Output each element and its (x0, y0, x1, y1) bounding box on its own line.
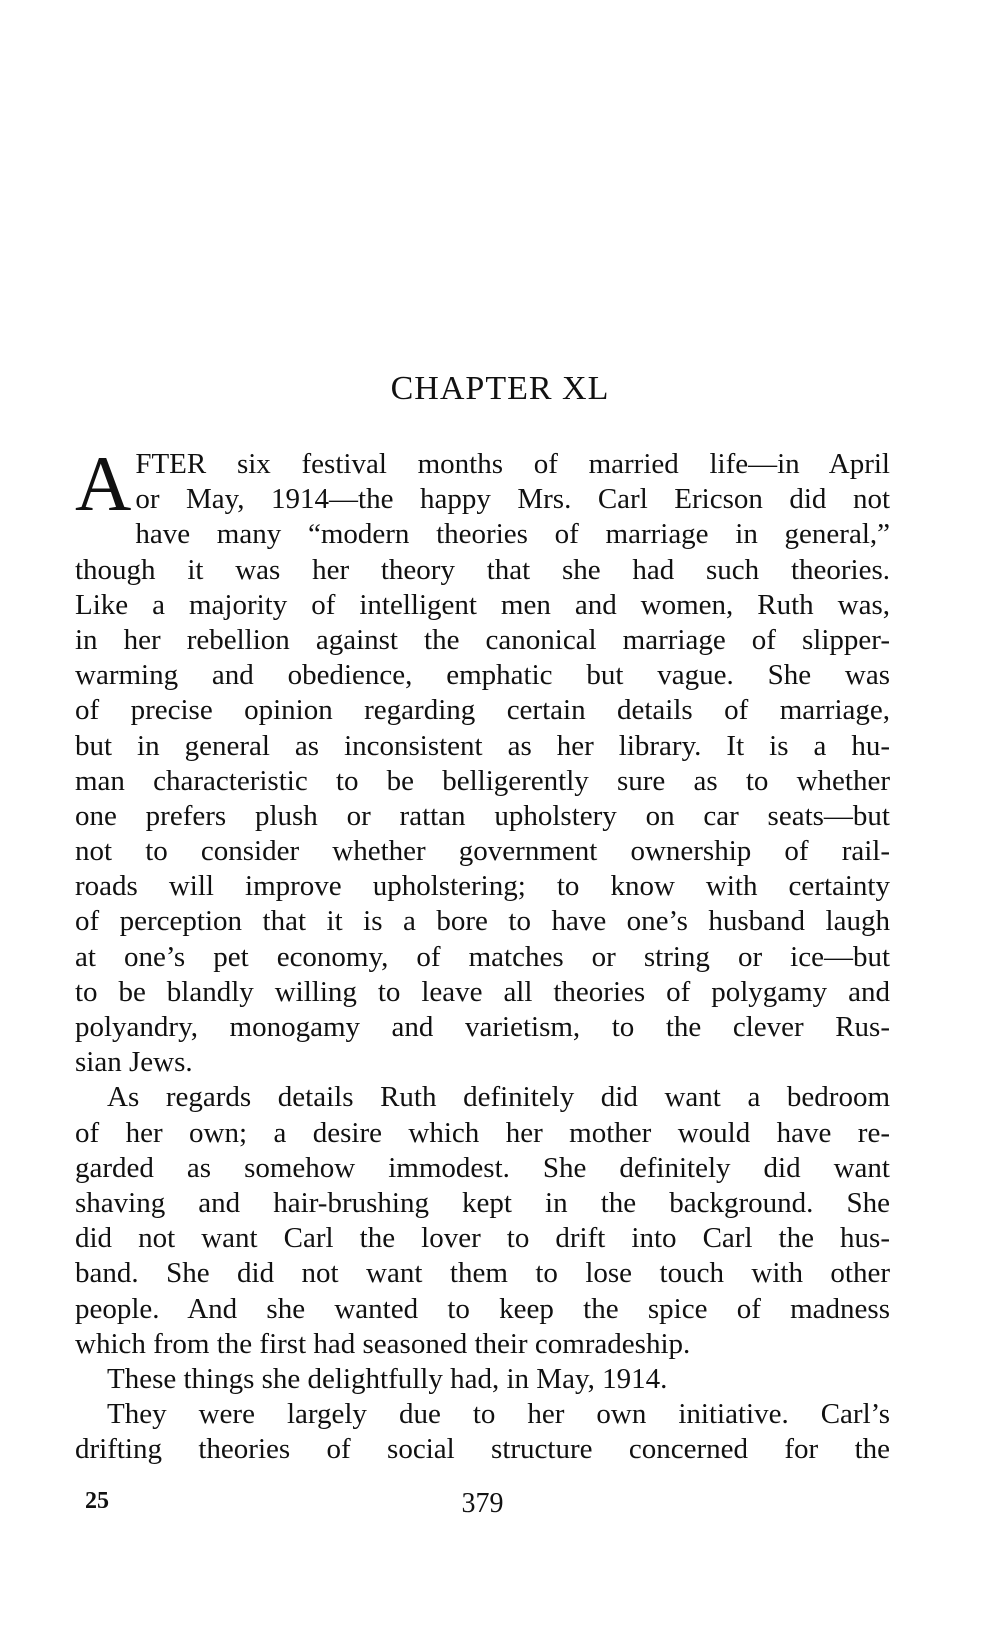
paragraph-4 (75, 1397, 890, 1467)
text-line: in her rebellion against the canonical marriage of slipper- (75, 623, 890, 656)
text-line: roads will improve upholstering; to know with certainty (75, 870, 890, 903)
text-line: though it was her theory that she had such theories. (75, 553, 890, 586)
paragraph-2 (75, 1080, 890, 1362)
paragraph-1 (75, 440, 890, 1080)
body-text (75, 440, 890, 1467)
text-line: of precise opinion regarding certain details of marriage, (75, 694, 890, 727)
signature-mark: 25 (85, 1488, 109, 1514)
text-line: people. And she wanted to keep the spice of madness (75, 1292, 890, 1325)
text-line: FTER six festival months of married life—in April (135, 448, 890, 480)
text-line: man characteristic to be belligerently sure as to whether (75, 764, 890, 797)
text-line: of her own; a desire which her mother would have re- (75, 1116, 890, 1149)
text-line: As regards details Ruth definitely did want a bedroom (107, 1081, 890, 1114)
text-line: to be blandly willing to leave all theories of polygamy and (75, 975, 890, 1008)
text-line: at one’s pet economy, of matches or string or ice—but (75, 940, 890, 973)
text-line: garded as somehow immodest. She definitely did want (75, 1151, 890, 1184)
drop-cap: A (75, 440, 132, 527)
text-line: which from the first had seasoned their comradeship. (75, 1327, 691, 1360)
text-line: not to consider whether government ownership of rail- (75, 835, 890, 868)
text-line: shaving and hair-brushing kept in the background. She (75, 1186, 890, 1219)
text-line: band. She did not want them to lose touch with other (75, 1257, 890, 1290)
text-line: They were largely due to her own initiative. Carl’s (107, 1398, 890, 1431)
text-line: Like a majority of intelligent men and women, Ruth was, (75, 588, 890, 621)
paragraph-3 (75, 1362, 890, 1397)
page-footer (75, 1488, 890, 1528)
text-line: sian Jews. (75, 1046, 193, 1079)
text-line: but in general as inconsistent as her library. It is a hu- (75, 729, 890, 762)
text-line: did not want Carl the lover to drift into Carl the hus- (75, 1222, 890, 1255)
text-line: drifting theories of social structure concerned for the (75, 1433, 890, 1466)
text-line: or May, 1914—the happy Mrs. Carl Ericson did not (135, 483, 890, 516)
text-line: have many “modern theories of marriage in general,” (135, 518, 890, 551)
text-line: polyandry, monogamy and varietism, to the clever Rus- (75, 1011, 890, 1043)
chapter-heading: CHAPTER XL (390, 370, 610, 407)
text-line: of perception that it is a bore to have one’s husband laugh (75, 905, 890, 938)
text-line: one prefers plush or rattan upholstery on car seats—but (75, 799, 890, 832)
page-number: 379 (461, 1488, 504, 1519)
text-line: warming and obedience, emphatic but vague. She was (75, 659, 890, 692)
text-line: These things she delightfully had, in May, 1914. (107, 1362, 668, 1395)
